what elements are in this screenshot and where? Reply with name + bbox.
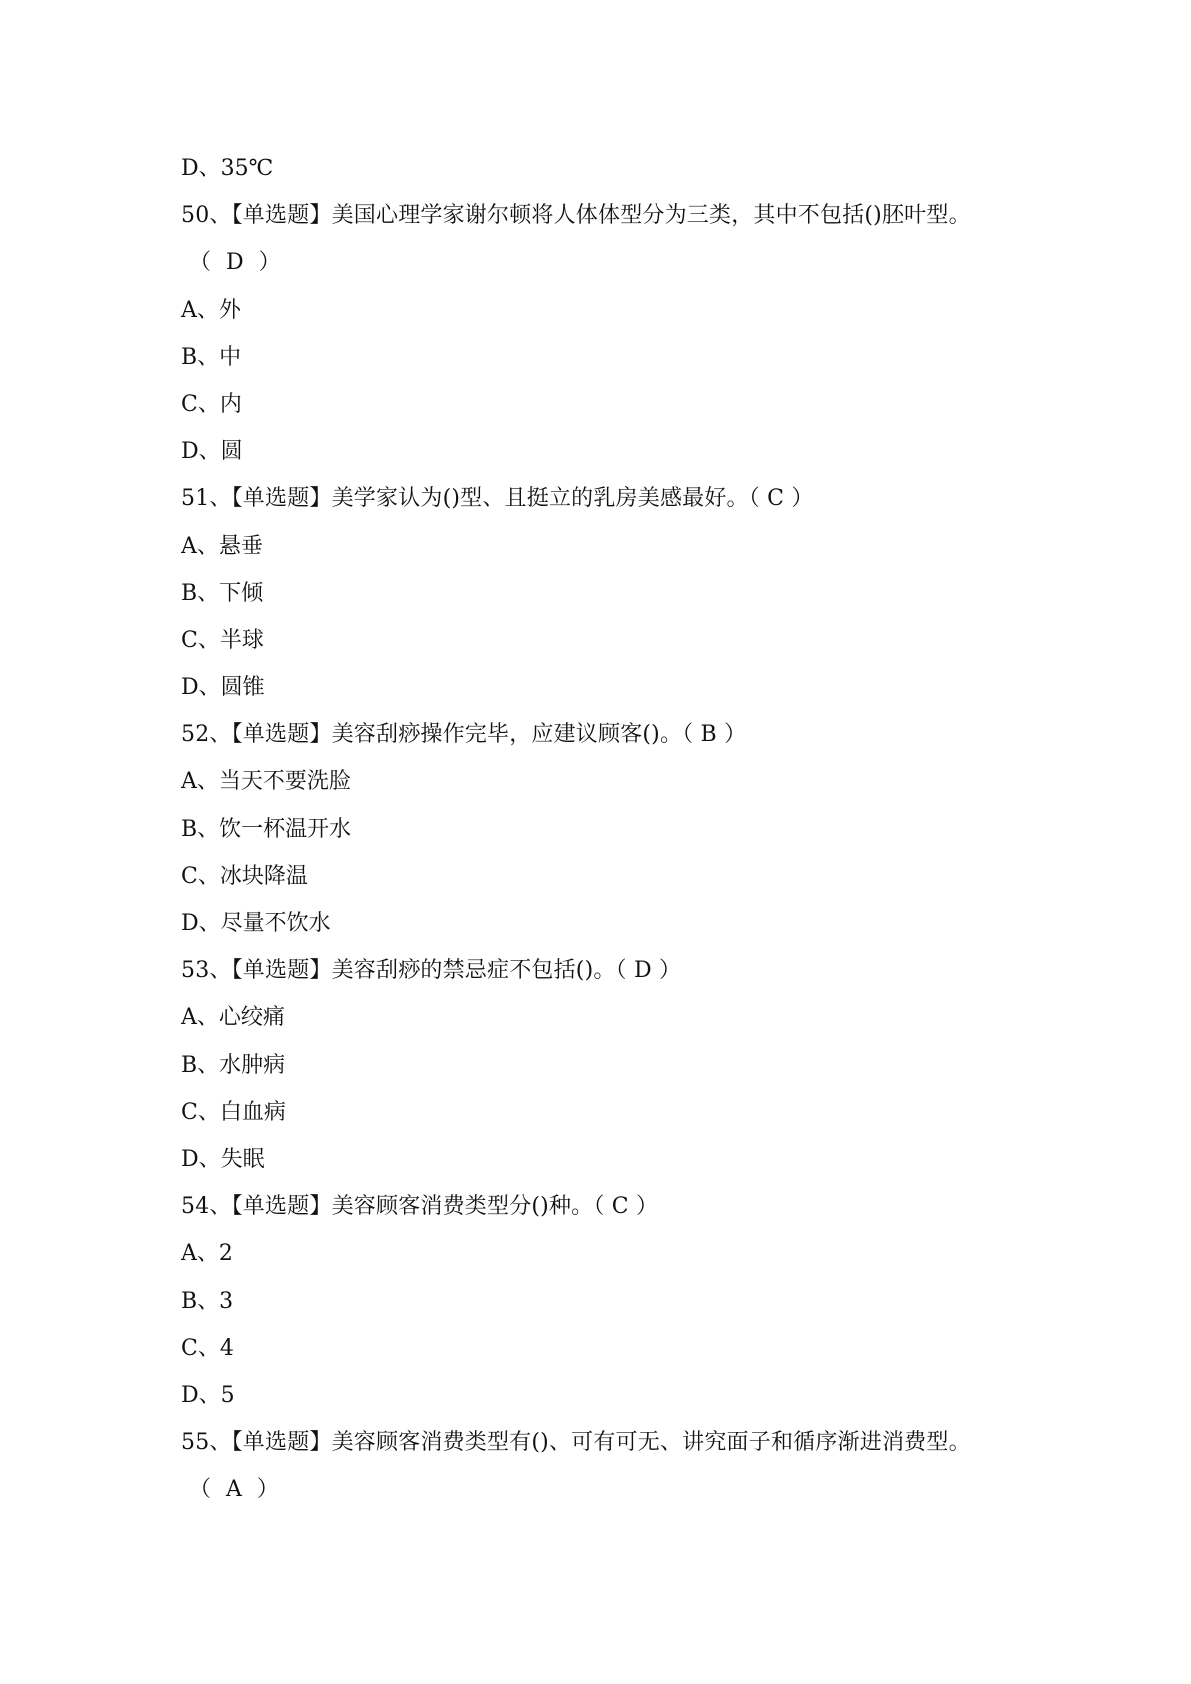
question-51: 51、【单选题】美学家认为()型、且挺立的乳房美感最好。（ C ） <box>181 486 814 512</box>
question-54: 54、【单选题】美容顾客消费类型分()种。（ C ） <box>181 1194 659 1220</box>
option-50-a: A、外 <box>181 297 241 323</box>
option-d-35c: D、35℃ <box>181 156 274 181</box>
option-50-c: C、内 <box>181 391 242 417</box>
option-53-a: A、心绞痛 <box>181 1005 285 1031</box>
option-52-b: B、饮一杯温开水 <box>181 816 352 842</box>
question-53: 53、【单选题】美容刮痧的禁忌症不包括()。（ D ） <box>181 958 682 984</box>
option-52-c: C、冰块降温 <box>181 863 308 889</box>
option-51-d: D、圆锥 <box>181 675 265 701</box>
answer-55: （ A ） <box>189 1477 283 1503</box>
option-53-d: D、失眠 <box>181 1146 265 1172</box>
option-54-a: A、2 <box>181 1241 233 1267</box>
option-50-d: D、圆 <box>181 439 243 465</box>
option-52-d: D、尽量不饮水 <box>181 911 331 936</box>
option-52-a: A、当天不要洗脸 <box>181 769 351 795</box>
option-53-c: C、白血病 <box>181 1099 286 1125</box>
question-55: 55、【单选题】美容顾客消费类型有()、可有可无、讲究面子和循序渐进消费型。 <box>181 1430 971 1456</box>
answer-50: （ D ） <box>189 250 285 276</box>
option-54-d: D、5 <box>181 1382 235 1408</box>
question-50: 50、【单选题】美国心理学家谢尔顿将人体体型分为三类，其中不包括()胚叶型。 <box>181 203 971 229</box>
option-54-b: B、3 <box>181 1288 234 1314</box>
option-54-c: C、4 <box>181 1335 234 1361</box>
option-51-c: C、半球 <box>181 627 264 653</box>
option-50-b: B、中 <box>181 344 242 370</box>
question-list <box>181 145 1041 1513</box>
option-53-b: B、水肿病 <box>181 1052 286 1078</box>
question-52: 52、【单选题】美容刮痧操作完毕，应建议顾客()。（ B ） <box>181 722 747 748</box>
option-51-b: B、下倾 <box>181 580 264 606</box>
option-51-a: A、悬垂 <box>181 533 263 559</box>
